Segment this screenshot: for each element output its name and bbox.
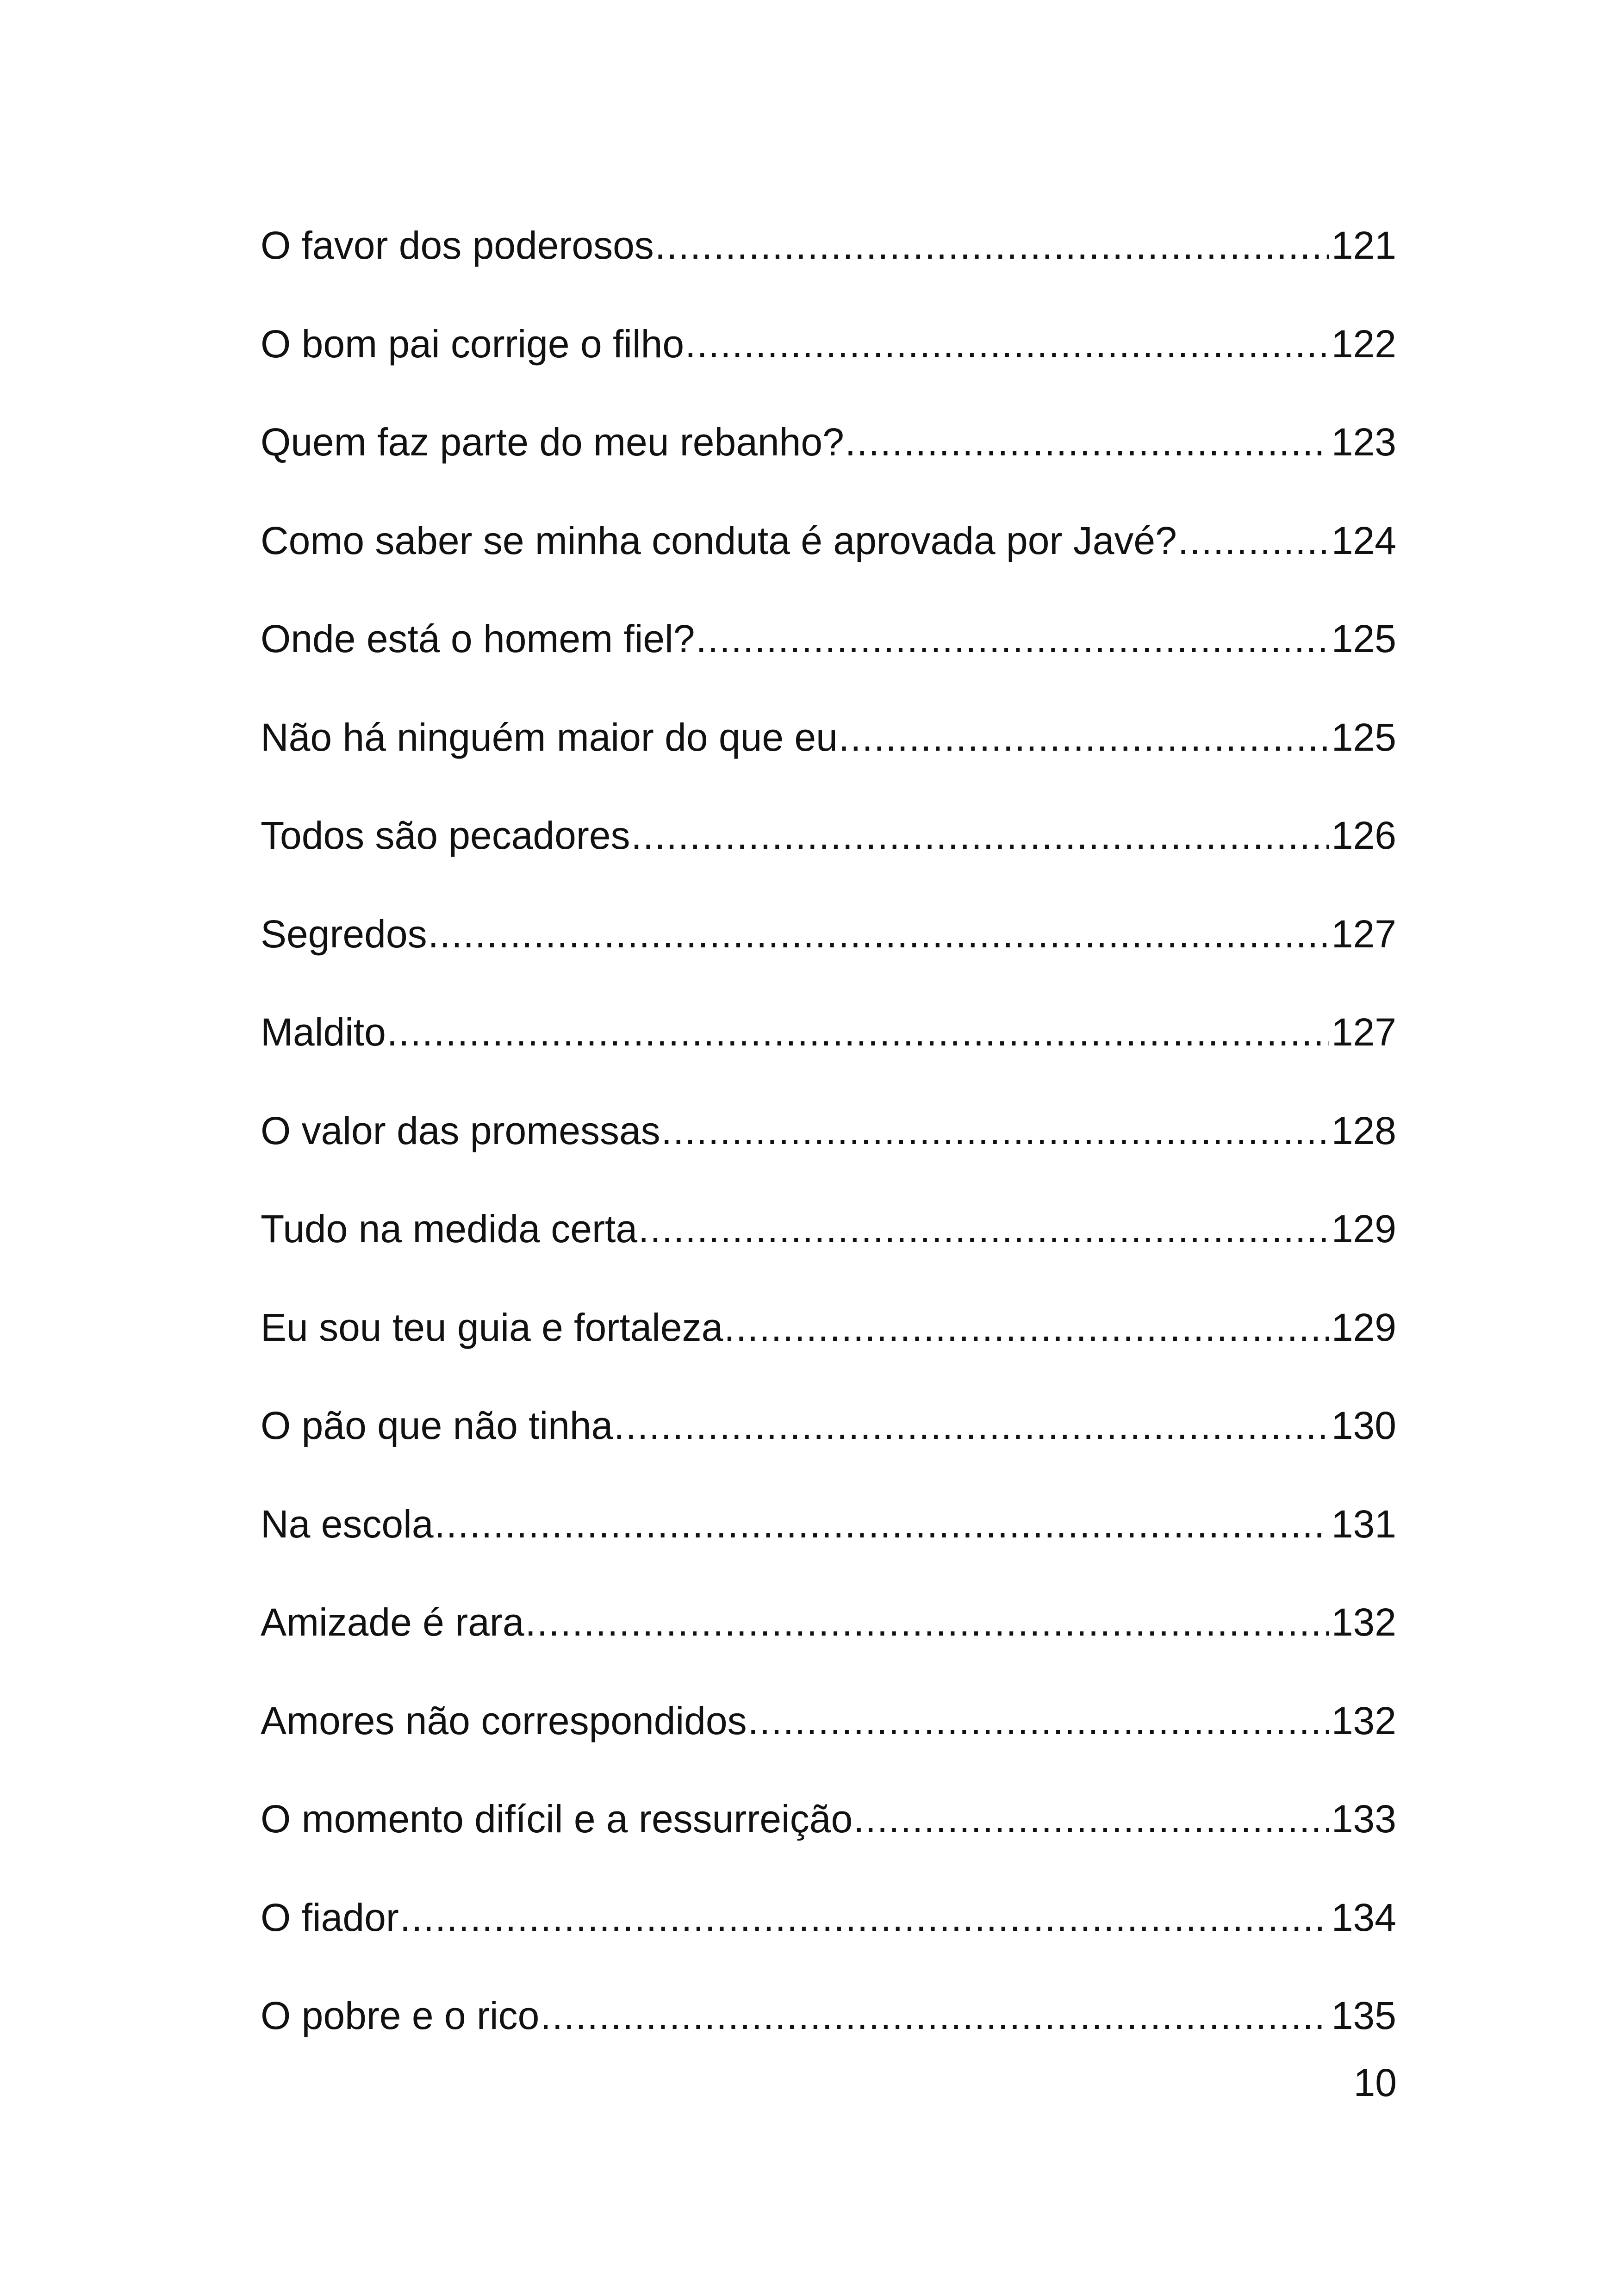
toc-entry-page: 133 (1331, 1797, 1396, 1841)
toc-entry-title: O valor das promessas (261, 1108, 660, 1152)
page-number: 10 (1353, 2061, 1397, 2104)
toc-entry (261, 1300, 1396, 1398)
toc-entry (261, 1988, 1396, 2086)
toc-entry-page: 130 (1331, 1404, 1396, 1447)
toc-dot-leader (685, 316, 1329, 372)
toc-entry-page: 126 (1331, 814, 1396, 857)
toc-entry-page: 122 (1331, 322, 1396, 366)
table-of-contents (261, 218, 1396, 2086)
toc-entry-title: O favor dos poderosos (261, 224, 654, 267)
toc-dot-leader (748, 1693, 1329, 1748)
toc-dot-leader (435, 1496, 1329, 1552)
toc-entry (261, 611, 1396, 709)
toc-entry-page: 125 (1331, 617, 1396, 660)
toc-entry-page: 128 (1331, 1108, 1396, 1152)
toc-entry (261, 218, 1396, 316)
toc-dot-leader (387, 1004, 1329, 1060)
toc-dot-leader (631, 808, 1329, 863)
toc-entry (261, 709, 1396, 808)
toc-entry-title: Onde está o homem fiel? (261, 617, 695, 660)
toc-entry-page: 135 (1331, 1994, 1396, 2037)
toc-dot-leader (540, 1988, 1329, 2043)
toc-entry (261, 1398, 1396, 1496)
toc-entry (261, 906, 1396, 1005)
toc-entry-page: 125 (1331, 715, 1396, 759)
toc-dot-leader (696, 611, 1329, 666)
toc-entry-page: 123 (1331, 420, 1396, 464)
toc-entry (261, 414, 1396, 513)
toc-entry-title: Amores não correspondidos (261, 1699, 747, 1742)
toc-entry (261, 1890, 1396, 1988)
toc-entry-title: Tudo na medida certa (261, 1207, 638, 1251)
toc-entry (261, 513, 1396, 611)
toc-entry-title: O momento difícil e a ressurreição (261, 1797, 853, 1841)
toc-entry (261, 316, 1396, 415)
toc-entry-title: O bom pai corrige o filho (261, 322, 685, 366)
toc-entry-title: Como saber se minha conduta é aprovada por Javé? (261, 518, 1177, 562)
toc-dot-leader (525, 1594, 1329, 1650)
toc-entry-title: Eu sou teu guia e fortaleza (261, 1305, 723, 1349)
toc-dot-leader (655, 218, 1329, 273)
toc-entry-title: O pobre e o rico (261, 1994, 540, 2037)
toc-dot-leader (839, 709, 1329, 765)
toc-entry-title: Na escola (261, 1502, 434, 1546)
toc-entry (261, 1103, 1396, 1201)
toc-dot-leader (853, 1791, 1329, 1847)
toc-entry (261, 1693, 1396, 1792)
toc-dot-leader (638, 1201, 1329, 1257)
toc-entry-title: Maldito (261, 1010, 386, 1054)
toc-dot-leader (1178, 513, 1329, 568)
toc-entry (261, 1594, 1396, 1693)
toc-entry-page: 124 (1331, 518, 1396, 562)
toc-entry-page: 131 (1331, 1502, 1396, 1546)
toc-entry-title: Quem faz parte do meu rebanho? (261, 420, 844, 464)
toc-dot-leader (661, 1103, 1329, 1158)
toc-entry-page: 132 (1331, 1699, 1396, 1742)
toc-dot-leader (400, 1890, 1329, 1945)
toc-entry-page: 127 (1331, 912, 1396, 956)
toc-entry-page: 129 (1331, 1207, 1396, 1251)
toc-entry (261, 1004, 1396, 1103)
toc-dot-leader (428, 906, 1329, 962)
toc-entry-title: O fiador (261, 1895, 399, 1939)
toc-entry-title: Amizade é rara (261, 1600, 524, 1644)
toc-entry (261, 1496, 1396, 1595)
toc-entry (261, 808, 1396, 906)
toc-entry-title: Todos são pecadores (261, 814, 630, 857)
toc-entry-title: O pão que não tinha (261, 1404, 613, 1447)
toc-entry-page: 127 (1331, 1010, 1396, 1054)
toc-entry-page: 121 (1331, 224, 1396, 267)
toc-entry-page: 132 (1331, 1600, 1396, 1644)
toc-dot-leader (724, 1300, 1328, 1355)
toc-entry (261, 1791, 1396, 1890)
toc-dot-leader (845, 414, 1329, 470)
toc-entry-page: 129 (1331, 1305, 1396, 1349)
toc-entry-title: Não há ninguém maior do que eu (261, 715, 838, 759)
toc-entry-title: Segredos (261, 912, 427, 956)
toc-dot-leader (614, 1398, 1329, 1453)
toc-entry (261, 1201, 1396, 1300)
toc-entry-page: 134 (1331, 1895, 1396, 1939)
